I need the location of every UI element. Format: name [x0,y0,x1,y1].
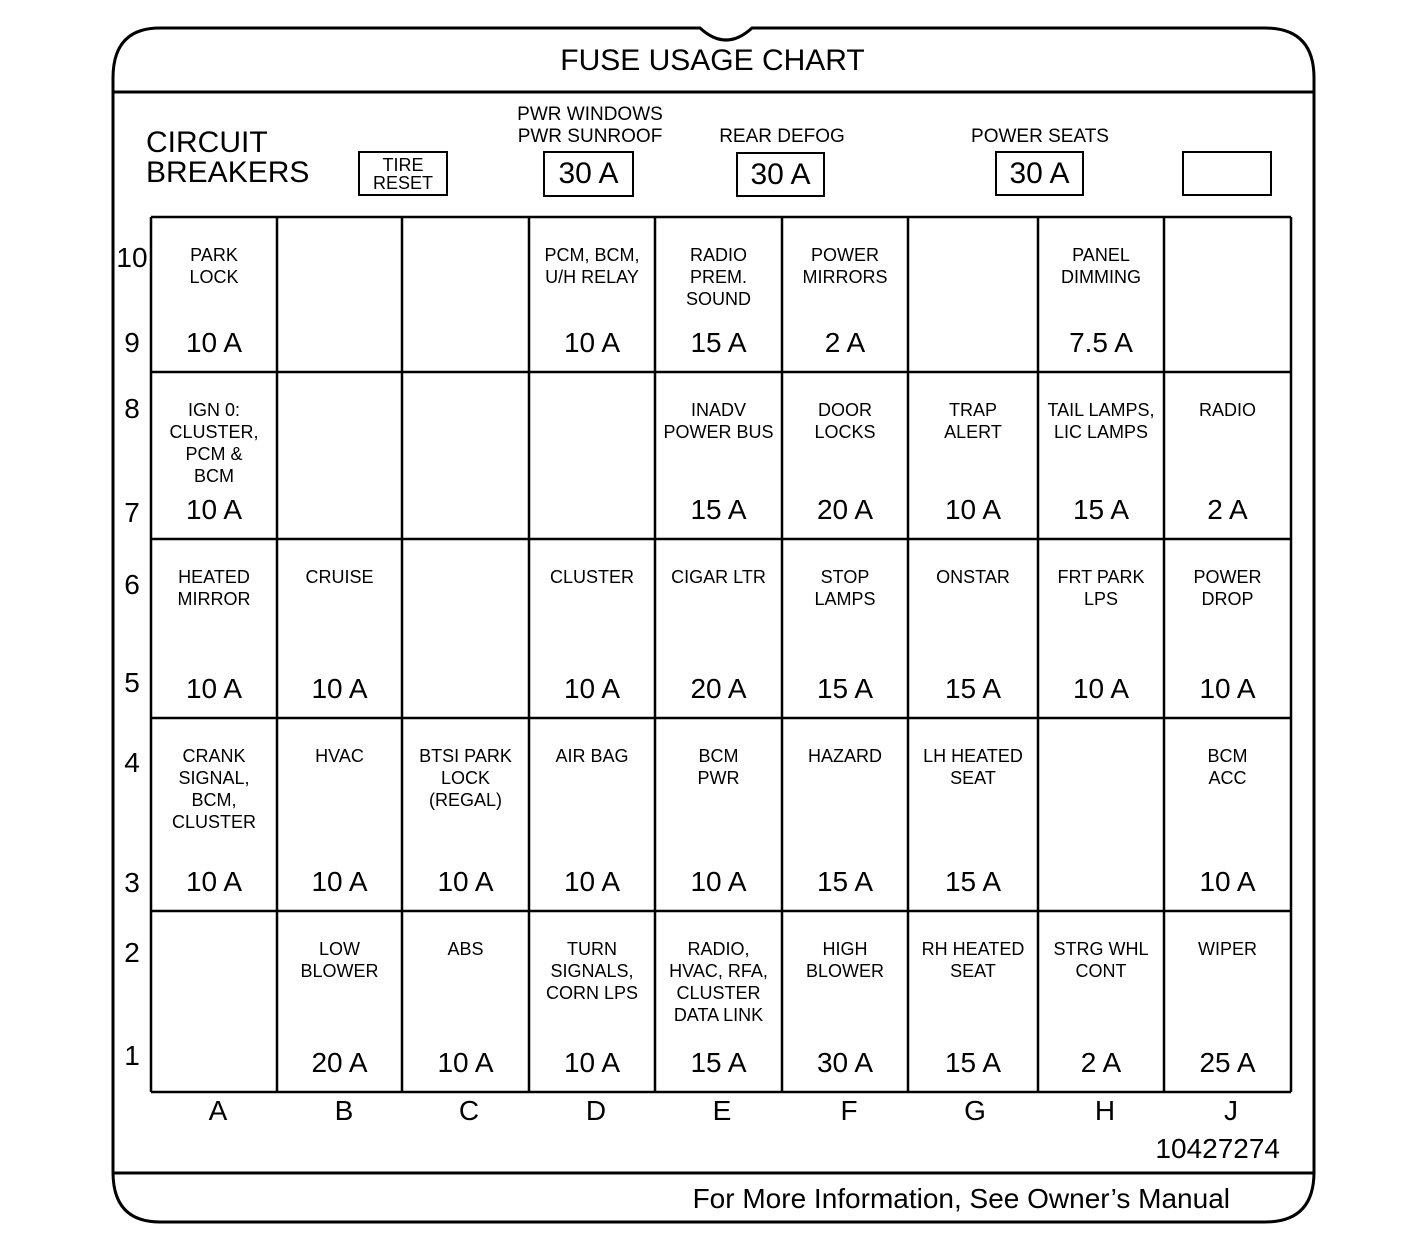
fuse-cell-d-2-1 [529,911,655,1092]
fuse-name: DOOR LOCKS [814,400,876,442]
fuse-name: BCM ACC [1207,746,1248,788]
fuse-cell-j-2-1 [1164,911,1291,1092]
breaker-label-power-seats: POWER SEATS [971,126,1109,147]
fuse-cell-f-2-1 [782,911,908,1092]
fuse-cell-f-6-5 [782,539,908,718]
fuse-name: CIGAR LTR [671,567,766,587]
fuse-amperage: 10 A [185,494,243,525]
fuse-cell-b-8-7 [277,372,402,539]
fuse-name: BTSI PARK LOCK (REGAL) [419,746,512,810]
fuse-name: TURN SIGNALS, CORN LPS [545,939,639,1003]
column-label: G [964,1095,986,1126]
fuse-cell-d-4-3 [529,718,655,911]
fuse-name: LH HEATED SEAT [923,746,1023,788]
fuse-cell-b-10-9 [277,217,402,372]
fuse-amperage: 10 A [311,673,368,704]
fuse-amperage: 10 A [944,494,1002,525]
fuse-name: FRT PARK LPS [1057,567,1145,609]
fuse-amperage: 15 A [944,866,1002,897]
fuse-cell-c-8-7 [402,372,529,539]
breaker-label-pwr-windows: PWR WINDOWS PWR SUNROOF [517,104,663,147]
row-number: 1 [124,1040,140,1071]
fuse-cell-f-4-3 [782,718,908,911]
row-number: 4 [124,747,140,778]
fuse-amperage: 10 A [437,866,494,897]
fuse-amperage: 20 A [816,494,874,525]
fuse-amperage: 10 A [690,866,747,897]
fuse-cell-e-8-7 [655,372,782,539]
fuse-amperage: 10 A [1199,673,1256,704]
fuse-cell-h-4-3 [1038,718,1164,911]
fuse-amperage: 10 A [563,673,621,704]
fuse-name: HIGH BLOWER [805,939,884,981]
fuse-name: ONSTAR [936,567,1010,587]
fuse-name: HVAC [315,746,364,766]
fuse-name: HEATED MIRROR [177,567,251,609]
row-number: 9 [124,327,140,358]
row-number: 2 [124,937,140,968]
fuse-name: PARK LOCK [189,245,239,287]
fuse-name: PANEL DIMMING [1061,245,1141,287]
chart-title: FUSE USAGE CHART [560,44,865,77]
fuse-cell-a-10-9 [151,217,277,372]
fuse-cell-a-4-3 [151,718,277,911]
fuse-amperage: 2 A [1080,1047,1122,1078]
fuse-amperage: 15 A [816,673,874,704]
fuse-name: RADIO [1198,400,1256,420]
column-label: B [334,1095,354,1126]
row-number: 10 [116,242,148,273]
tire-reset-label: TIRE RESET [372,154,433,193]
fuse-name: CLUSTER [549,567,634,587]
fuse-name: TAIL LAMPS, LIC LAMPS [1047,400,1155,442]
fuse-cell-j-10-9 [1164,217,1291,372]
column-label: J [1224,1095,1238,1126]
breaker-box-empty [1182,151,1272,196]
breaker-rating-pwr-windows: 30 A [558,157,619,190]
fuse-name: AIR BAG [555,746,629,766]
fuse-name: PCM, BCM, U/H RELAY [544,245,640,287]
fuse-amperage: 7.5 A [1069,327,1133,358]
fuse-amperage: 10 A [185,866,243,897]
fuse-amperage: 30 A [816,1047,874,1078]
fuse-cell-b-2-1 [277,911,402,1092]
fuse-cell-g-6-5 [908,539,1038,718]
breaker-rating-power-seats: 30 A [1009,156,1070,190]
fuse-name: LOW BLOWER [300,939,379,981]
fuse-amperage: 10 A [1072,673,1130,704]
fuse-cell-d-6-5 [529,539,655,718]
fuse-cell-d-8-7 [529,372,655,539]
fuse-amperage: 15 A [690,494,747,525]
fuse-name: CRUISE [305,567,374,587]
fuse-cell-e-4-3 [655,718,782,911]
fuse-cell-e-6-5 [655,539,782,718]
fuse-amperage: 10 A [185,327,243,358]
breaker-label-rear-defog: REAR DEFOG [719,126,845,147]
fuse-name: STRG WHL CONT [1053,939,1149,981]
fuse-name: BCM PWR [697,746,740,788]
column-label: H [1094,1095,1116,1126]
fuse-name: STOP LAMPS [814,567,876,609]
fuse-name: POWER DROP [1193,567,1262,609]
fuse-cell-a-8-7 [151,372,277,539]
fuse-cell-a-2-1 [151,911,277,1092]
fuse-cell-c-2-1 [402,911,529,1092]
fuse-cell-h-6-5 [1038,539,1164,718]
row-number: 5 [124,667,140,698]
fuse-name: IGN 0: CLUSTER, PCM & BCM [169,400,259,486]
row-number: 7 [124,497,140,528]
breaker-box-rear-defog [736,152,825,197]
fuse-name: HAZARD [807,746,882,766]
column-label: D [585,1095,607,1126]
fuse-amperage: 10 A [311,866,368,897]
fuse-amperage: 20 A [690,673,747,704]
fuse-cell-c-10-9 [402,217,529,372]
fuse-cell-j-8-7 [1164,372,1291,539]
fuse-name: CRANK SIGNAL, BCM, CLUSTER [171,746,256,832]
breaker-rating-rear-defog: 30 A [750,157,811,191]
fuse-cell-f-10-9 [782,217,908,372]
fuse-amperage: 10 A [563,327,621,358]
fuse-amperage: 25 A [1199,1047,1256,1078]
fuse-cell-b-6-5 [277,539,402,718]
fuse-amperage: 10 A [437,1047,494,1078]
fuse-amperage: 15 A [1072,494,1130,525]
fuse-cell-h-8-7 [1038,372,1164,539]
fuse-cell-b-4-3 [277,718,402,911]
fuse-cell-f-8-7 [782,372,908,539]
column-label: C [458,1095,480,1126]
fuse-cell-c-6-5 [402,539,529,718]
fuse-amperage: 10 A [185,673,243,704]
fuse-amperage: 10 A [1199,866,1256,897]
fuse-cell-e-10-9 [655,217,782,372]
fuse-cell-j-4-3 [1164,718,1291,911]
column-label: F [840,1095,858,1126]
column-label: A [208,1095,228,1126]
fuse-amperage: 15 A [816,866,874,897]
fuse-cell-d-10-9 [529,217,655,372]
fuse-cell-g-10-9 [908,217,1038,372]
fuse-name: WIPER [1197,939,1257,959]
part-number: 10427274 [1155,1133,1280,1164]
fuse-amperage: 20 A [311,1047,368,1078]
fuse-name: INADV POWER BUS [663,400,774,442]
fuse-cell-h-10-9 [1038,217,1164,372]
fuse-name: POWER MIRRORS [802,245,888,287]
footer-note: For More Information, See Owner’s Manual [692,1183,1230,1214]
fuse-cell-h-2-1 [1038,911,1164,1092]
fuse-name: RADIO PREM. SOUND [685,245,751,309]
fuse-amperage: 10 A [563,866,621,897]
fuse-amperage: 2 A [1207,494,1248,525]
row-number: 3 [124,867,140,898]
fuse-amperage: 2 A [824,327,866,358]
fuse-name: RADIO, HVAC, RFA, CLUSTER DATA LINK [669,939,768,1025]
fuse-cell-e-2-1 [655,911,782,1092]
fuse-amperage: 15 A [690,327,747,358]
breaker-box-power-seats [995,151,1084,196]
breaker-box-pwr-windows [543,151,634,197]
fuse-cell-a-6-5 [151,539,277,718]
fuse-cell-g-4-3 [908,718,1038,911]
fuse-cell-g-2-1 [908,911,1038,1092]
fuse-cell-c-4-3 [402,718,529,911]
tire-reset-box [358,151,448,196]
fuse-amperage: 15 A [690,1047,747,1078]
fuse-name: RH HEATED SEAT [921,939,1025,981]
row-number: 6 [124,569,140,600]
fuse-name: TRAP ALERT [944,400,1002,442]
row-number: 8 [124,393,140,424]
fuse-amperage: 15 A [944,673,1002,704]
circuit-breakers-heading: CIRCUIT BREAKERS [146,126,310,189]
fuse-name: ABS [447,939,484,959]
fuse-amperage: 15 A [944,1047,1002,1078]
fuse-amperage: 10 A [563,1047,621,1078]
fuse-cell-g-8-7 [908,372,1038,539]
column-label: E [712,1095,732,1126]
fuse-cell-j-6-5 [1164,539,1291,718]
